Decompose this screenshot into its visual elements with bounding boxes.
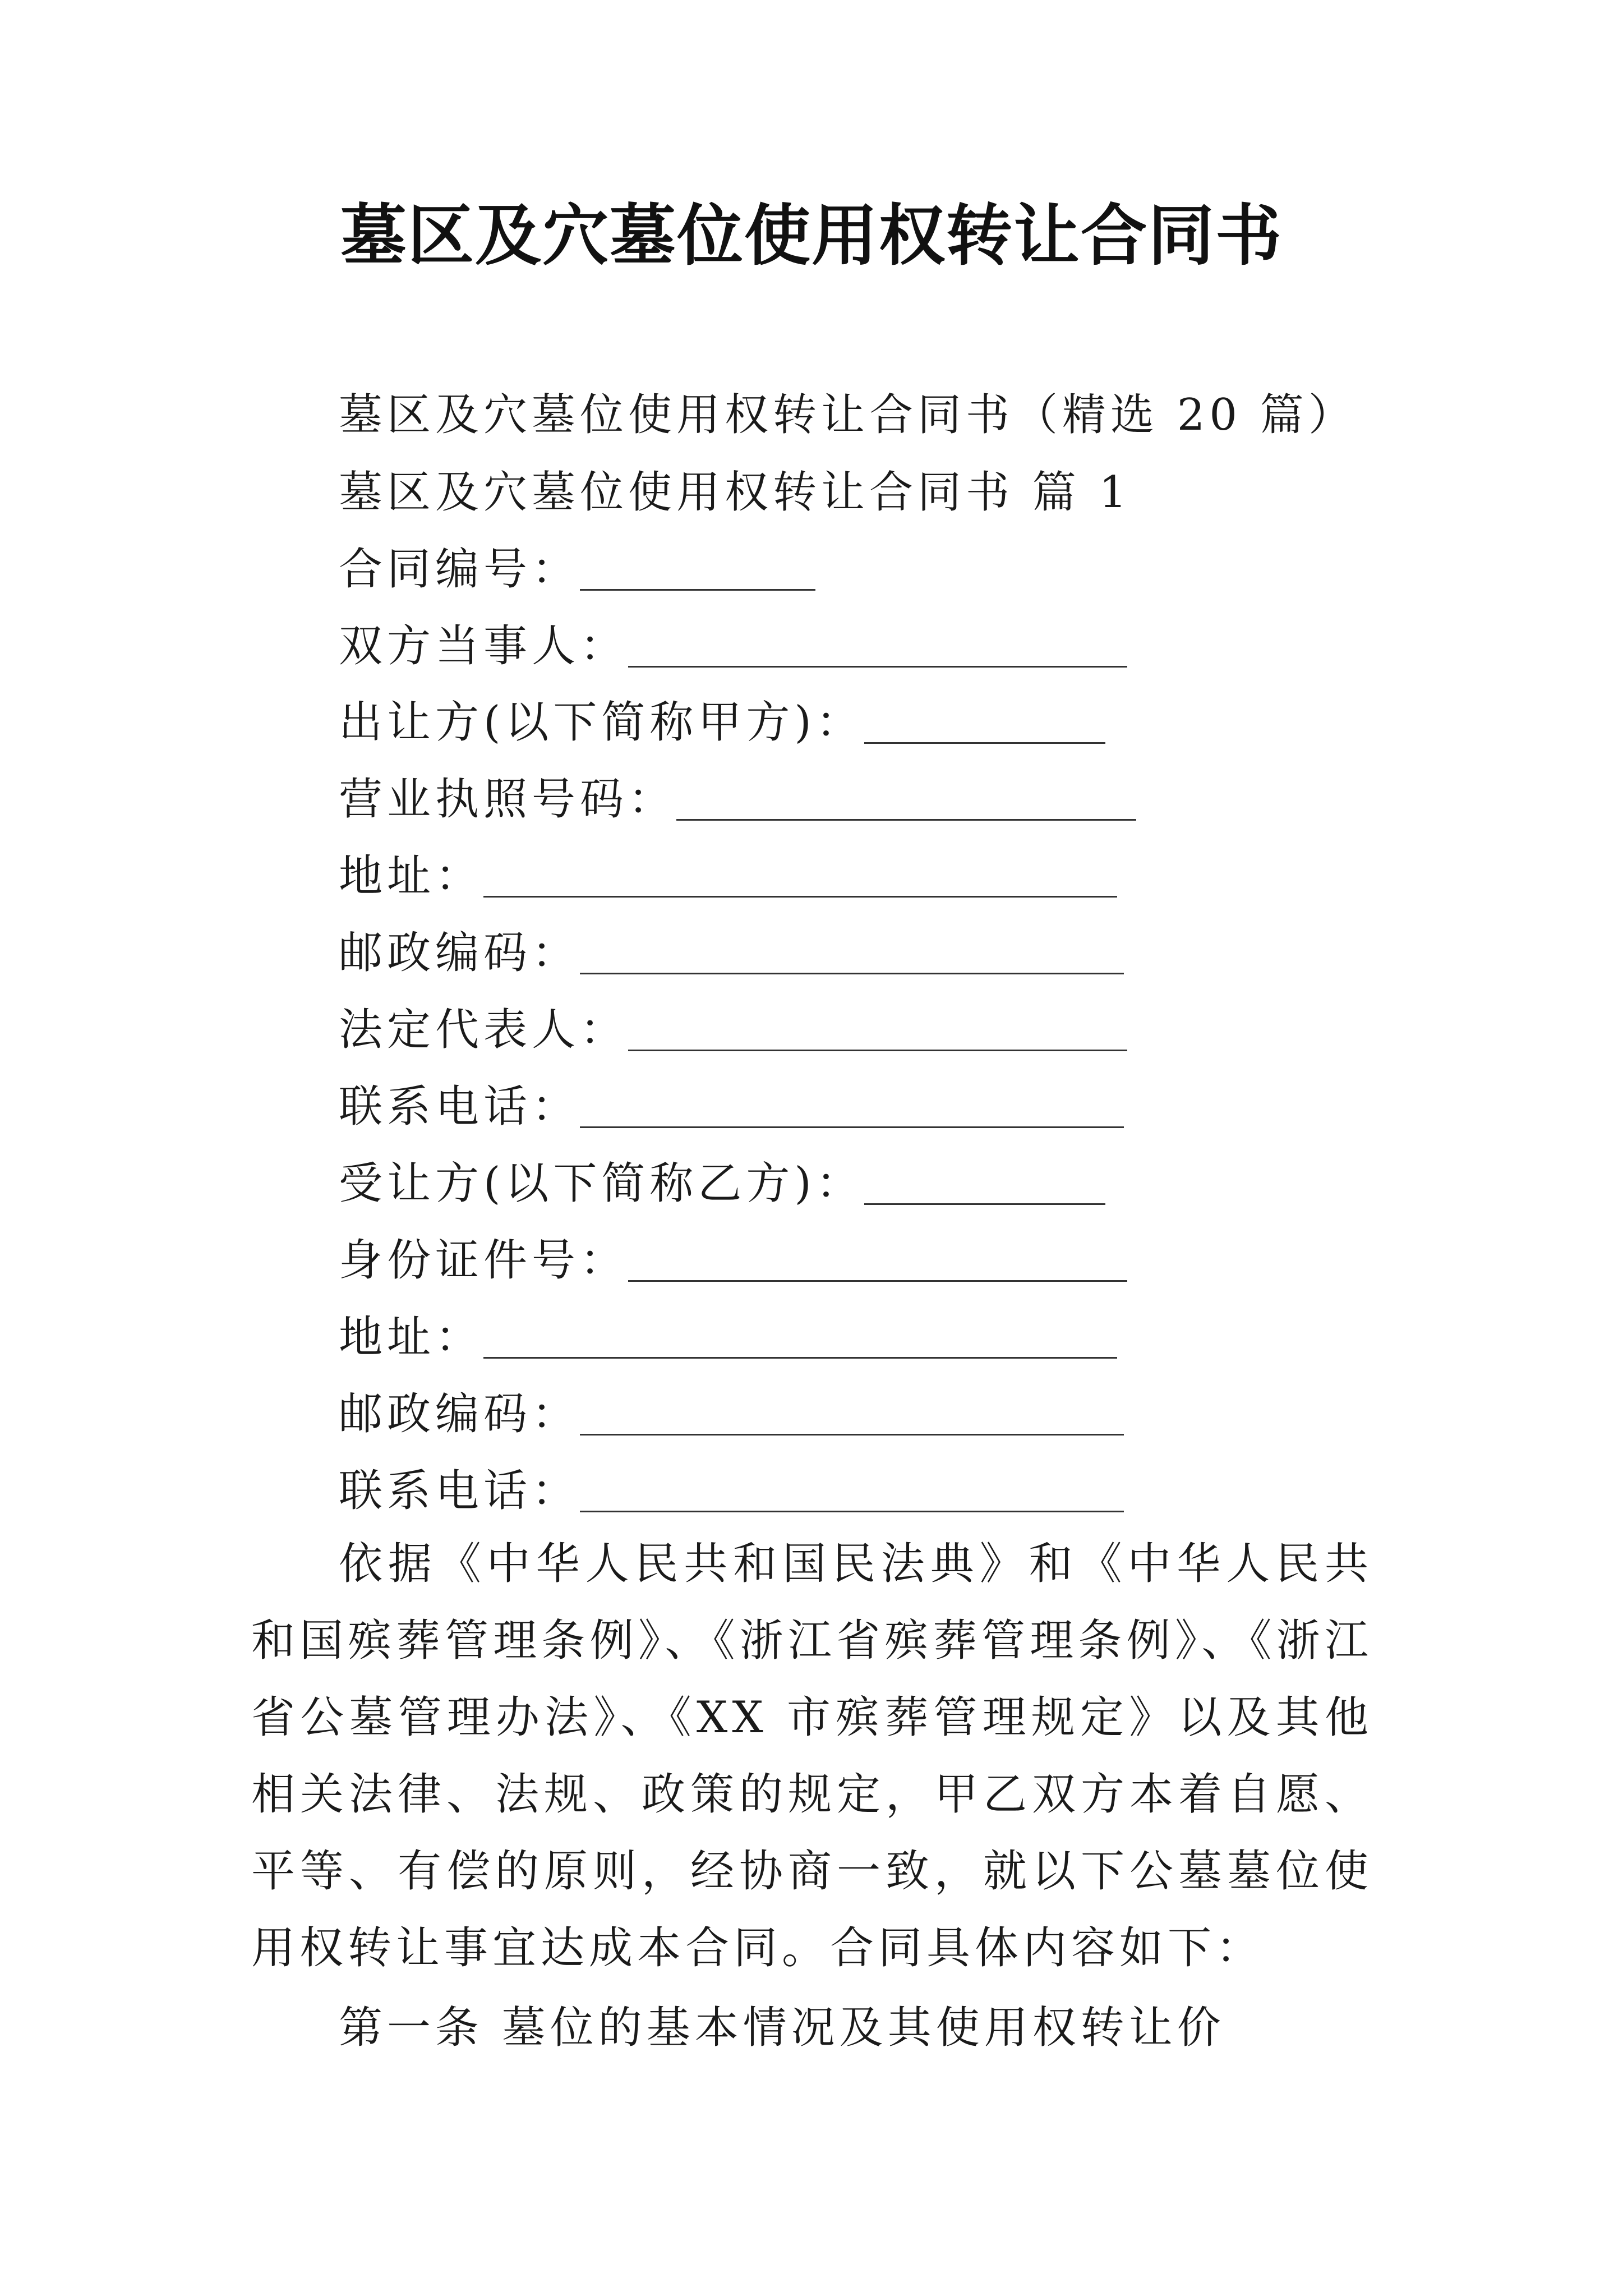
field-party-b <box>339 1150 1105 1217</box>
field-label: 联系电话： <box>339 1466 580 1516</box>
field-address-b <box>339 1304 1117 1371</box>
field-label: 合同编号： <box>339 544 580 595</box>
blank-line <box>483 1356 1117 1359</box>
field-label: 邮政编码： <box>339 928 580 978</box>
field-postcode-b <box>339 1381 1124 1448</box>
field-label: 双方当事人： <box>339 621 629 671</box>
field-license-number <box>339 766 1136 833</box>
field-label: 联系电话： <box>339 1082 580 1132</box>
blank-line <box>483 895 1117 898</box>
field-legal-rep <box>339 996 1127 1064</box>
field-phone-b <box>339 1457 1124 1525</box>
field-label: 邮政编码： <box>339 1389 580 1439</box>
field-phone-a <box>339 1073 1124 1140</box>
blank-line <box>580 1433 1124 1435</box>
field-party-a <box>339 689 1105 756</box>
document-subtitle: 墓区及穴墓位使用权转让合同书（精选 20 篇） <box>339 390 1357 440</box>
document-title: 墓区及穴墓位使用权转让合同书 <box>340 196 1283 274</box>
blank-line <box>676 818 1136 821</box>
field-label: 出让方(以下简称甲方)： <box>339 697 864 748</box>
blank-line <box>580 1126 1124 1128</box>
field-label: 地址： <box>339 851 484 901</box>
blank-line <box>580 972 1124 974</box>
field-address-a <box>339 843 1117 910</box>
field-id-number <box>339 1227 1127 1294</box>
field-postcode-a <box>339 919 1124 987</box>
field-parties <box>339 613 1127 680</box>
field-label: 身份证件号： <box>339 1235 629 1286</box>
field-label: 地址： <box>339 1312 484 1363</box>
field-label: 受让方(以下简称乙方)： <box>339 1158 864 1209</box>
blank-line <box>864 1203 1105 1205</box>
blank-line <box>580 588 815 591</box>
blank-line <box>580 1510 1124 1512</box>
blank-line <box>628 1049 1127 1051</box>
field-contract-number <box>339 536 815 603</box>
field-label: 法定代表人： <box>339 1005 629 1055</box>
article-1-heading: 第一条 墓位的基本情况及其使用权转让价 <box>339 2003 1225 2053</box>
blank-line <box>628 1280 1127 1282</box>
field-label: 营业执照号码： <box>339 774 677 825</box>
section-heading: 墓区及穴墓位使用权转让合同书 篇 1 <box>339 467 1132 518</box>
preamble-paragraph: 依据《中华人民共和国民法典》和《中华人民共和国殡葬管理条例》、《浙江省殡葬管理条例》、《浙江省公墓管理办法》、《XX 市殡葬管理规定》以及其他相关法律、法规、政策的规定，甲乙双方本着自愿、平等、有偿的原则，经协商一致，就以下公墓墓位使用权转让事宜达成本合同。合同具体内容如下： <box>251 1539 1373 1973</box>
blank-line <box>628 665 1127 668</box>
blank-line <box>864 742 1105 744</box>
